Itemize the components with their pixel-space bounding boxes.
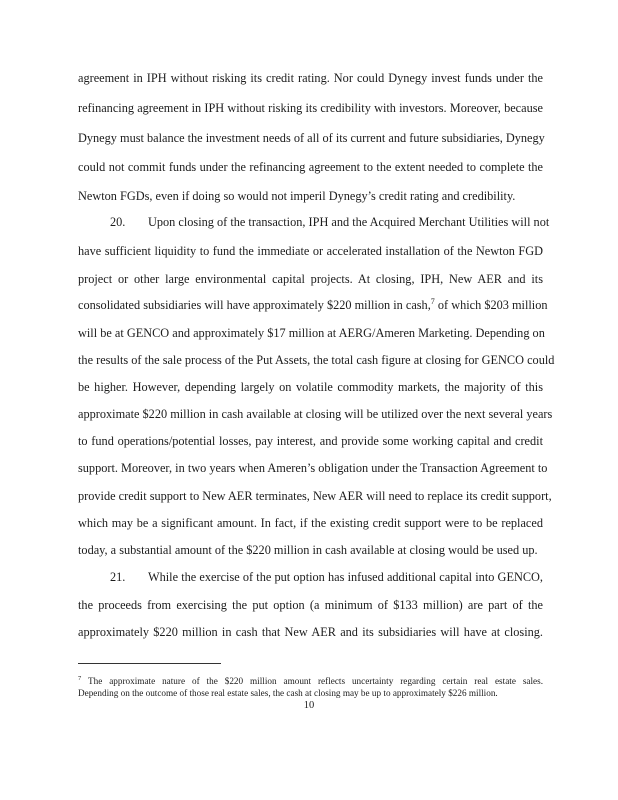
- footnote-marker: 7: [78, 675, 82, 682]
- body-line: approximately $220 million in cash that New AER and its subsidiaries will have at closing.: [78, 625, 543, 639]
- footnote-text: The approximate nature of the $220 million amount reflects uncertainty regarding certain real estate sales.: [81, 676, 543, 686]
- body-line: agreement in IPH without risking its credit rating. Nor could Dynegy invest funds under the: [78, 71, 543, 85]
- paragraph-21-first-line: [110, 570, 543, 584]
- body-line: provide credit support to New AER terminates, New AER will need to replace its credit support,: [78, 489, 552, 503]
- paragraph-number: 21.: [110, 570, 126, 584]
- body-line: today, a substantial amount of the $220 million in cash available at closing would be used up.: [78, 543, 538, 557]
- body-line: the proceeds from exercising the put option (a minimum of $133 million) are part of the: [78, 598, 543, 612]
- body-text: consolidated subsidiaries will have approximately $220 million in cash,: [78, 298, 431, 312]
- body-line: Dynegy must balance the investment needs of all of its current and future subsidiaries, Dynegy: [78, 131, 545, 145]
- body-line: which may be a significant amount. In fact, if the existing credit support were to be replaced: [78, 516, 543, 530]
- body-text: of which $203 million: [434, 298, 548, 312]
- body-line: will be at GENCO and approximately $17 million at AERG/Ameren Marketing. Depending on: [78, 326, 545, 340]
- body-line: the results of the sale process of the Put Assets, the total cash figure at closing for GENCO could: [78, 353, 555, 367]
- body-line: could not commit funds under the refinancing agreement to the extent needed to complete the: [78, 160, 543, 174]
- footnote-divider: [78, 663, 221, 664]
- body-line: to fund operations/potential losses, pay interest, and provide some working capital and credit: [78, 434, 543, 448]
- paragraph-number: 20.: [110, 215, 126, 229]
- body-text: Upon closing of the transaction, IPH and the Acquired Merchant Utilities will not: [148, 215, 550, 229]
- body-line: be higher. However, depending largely on volatile commodity markets, the majority of this: [78, 380, 543, 394]
- body-line: approximate $220 million in cash available at closing will be utilized over the next several years: [78, 407, 553, 421]
- body-line: have sufficient liquidity to fund the immediate or accelerated installation of the Newton FGD: [78, 244, 543, 258]
- body-line: Newton FGDs, even if doing so would not imperil Dynegy’s credit rating and credibility.: [78, 189, 516, 203]
- body-line: refinancing agreement in IPH without risking its credibility with investors. Moreover, because: [78, 101, 543, 115]
- page-number: 10: [303, 700, 315, 711]
- body-line: support. Moreover, in two years when Ameren’s obligation under the Transaction Agreement to: [78, 461, 548, 475]
- body-line: project or other large environmental capital projects. At closing, IPH, New AER and its: [78, 272, 543, 286]
- footnote-line: [78, 676, 543, 687]
- footnote-reference: 7: [430, 297, 435, 306]
- body-line-with-footnote-ref: [78, 297, 548, 312]
- footnote-line: Depending on the outcome of those real estate sales, the cash at closing may be up to approximately $226 million.: [78, 688, 498, 698]
- body-text: While the exercise of the put option has infused additional capital into GENCO,: [148, 570, 543, 584]
- paragraph-20-first-line: [110, 215, 550, 229]
